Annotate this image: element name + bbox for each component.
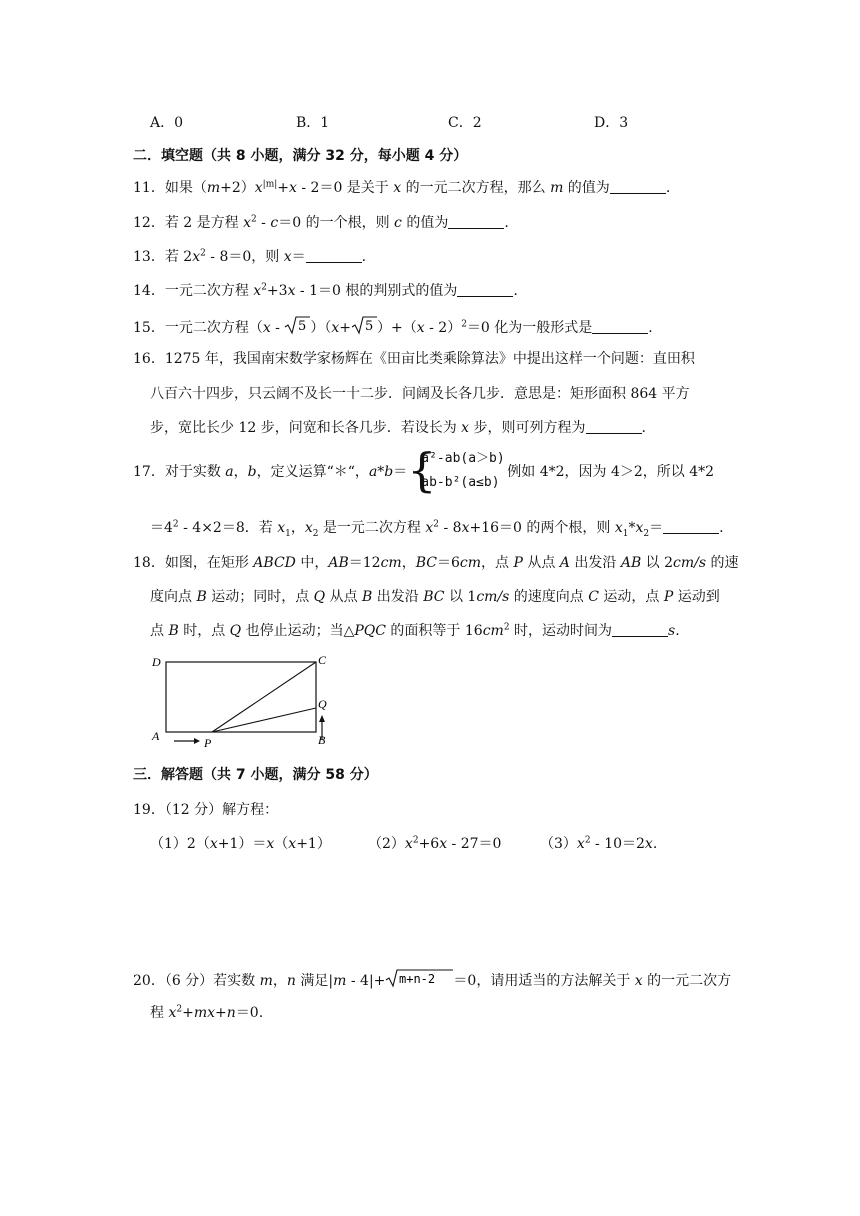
label-a: A <box>152 729 160 743</box>
question-17-line-2: $=4^2 - 4\times 2=8$．若 $x_1$，$x_2$ 是一元二次方程 $x^2 - 8x+16=0$ 的两个根，则 $x_1*x_2=$ . <box>150 519 724 539</box>
q10-option-b: B．1 <box>296 115 330 131</box>
answer-blank <box>457 282 513 297</box>
question-18-line-3: 点 B 时，点 Q 也停止运动；当△PQC 的面积等于 $16cm^2$ 时，运动时间为 s. <box>150 622 680 639</box>
answer-blank <box>448 214 504 229</box>
svg-text:5: 5 <box>365 319 374 334</box>
question-16-line-2: 八百六十四步，只云阔不及长一十二步．问阔及长各几步．意思是：矩形面积 864 平方 <box>150 386 690 402</box>
question-17-line-1: 17．对于实数 a，b，定义运算“＊“，a*b＝ { a²-ab(a＞b) ab-b²(a≤b) 例如 4*2，因为 4＞2，所以 4*2 <box>133 443 715 497</box>
answer-blank <box>612 622 668 637</box>
question-19-part-3: $(3)x^2 - 10=2x$. <box>540 835 658 852</box>
question-20-line-1: 20．（6 分）若实数 m，n 满足|m - 4|+ m+n-2 ＝0，请用适当的方法解关于 x 的一元二次方 <box>133 968 731 991</box>
question-16-line-1: 16．1275 年，我国南宋数学家杨辉在《田亩比类乘除算法》中提出这样一个问题：直田积 <box>133 351 695 367</box>
sqrt-sign-icon <box>385 968 453 988</box>
svg-text:m+n-2: m+n-2 <box>399 972 436 986</box>
answer-blank <box>663 519 719 534</box>
question-15: 15．一元二次方程（x - 5 ）（x+ 5 ）+（x - 2）$^2$＝0 化为一般形式是 . <box>133 315 653 338</box>
question-13: 13．若 $2x^2 - 8=0$，则 x＝ . <box>133 248 367 265</box>
label-b: B <box>318 733 326 747</box>
rectangle-abcd <box>166 662 316 732</box>
question-16-line-3: 步，宽比长少 12 步，问宽和长各几步．若设长为 x 步，则可列方程为 . <box>150 420 646 436</box>
section-3-heading: 三．解答题（共 7 小题，满分 58 分） <box>133 767 378 783</box>
answer-blank <box>592 319 648 334</box>
question-12: 12．若 2 是方程 $x^2 - c=0$ 的一个根，则 c 的值为 . <box>133 214 509 231</box>
piecewise-definition: { a²-ab(a＞b) ab-b²(a≤b) <box>407 443 505 497</box>
question-20-line-2: 程 $x^2+mx+n=0$. <box>150 1004 264 1021</box>
rectangle-figure <box>150 652 340 752</box>
q10-option-c: C．2 <box>448 115 482 131</box>
answer-blank <box>610 179 666 194</box>
question-19-part-2: $(2)x^2+6x - 27=0$ <box>368 835 502 852</box>
svg-text:5: 5 <box>298 319 307 334</box>
question-19: 19．（12 分）解方程： <box>133 802 279 818</box>
question-18-line-2: 度向点 B 运动；同时，点 Q 从点 B 出发沿 BC 以 1cm/s 的速度向点 C 运动，点 P 运动到 <box>150 589 720 605</box>
q10-option-a: A．0 <box>150 115 184 131</box>
label-p: P <box>204 736 212 750</box>
label-d: D <box>152 655 161 669</box>
question-19-part-1: （1）2（x+1）＝x（x+1） <box>150 836 331 852</box>
q10-option-d: D．3 <box>594 115 629 131</box>
answer-blank <box>306 248 362 263</box>
question-14: 14．一元二次方程 $x^2+3x - 1=0$ 根的判别式的值为 . <box>133 282 518 299</box>
label-q: Q <box>318 697 327 711</box>
sqrt-sign-icon <box>351 315 377 335</box>
segment-pq <box>212 708 316 732</box>
question-18-line-1: 18．如图，在矩形 ABCD 中，AB＝12cm，BC＝6cm，点 P 从点 A 出发沿 AB 以 2cm/s 的速 <box>133 555 739 571</box>
question-11: 11．如果$(m+2)x^{|m|}+x - 2=0$ 是关于 x 的一元二次方程，那么 m 的值为 . <box>133 179 671 196</box>
section-2-heading: 二．填空题（共 8 小题，满分 32 分，每小题 4 分） <box>133 148 468 164</box>
label-c: C <box>318 653 327 667</box>
answer-blank <box>586 419 642 434</box>
sqrt-sign-icon <box>284 315 310 335</box>
segment-pc <box>212 662 316 732</box>
